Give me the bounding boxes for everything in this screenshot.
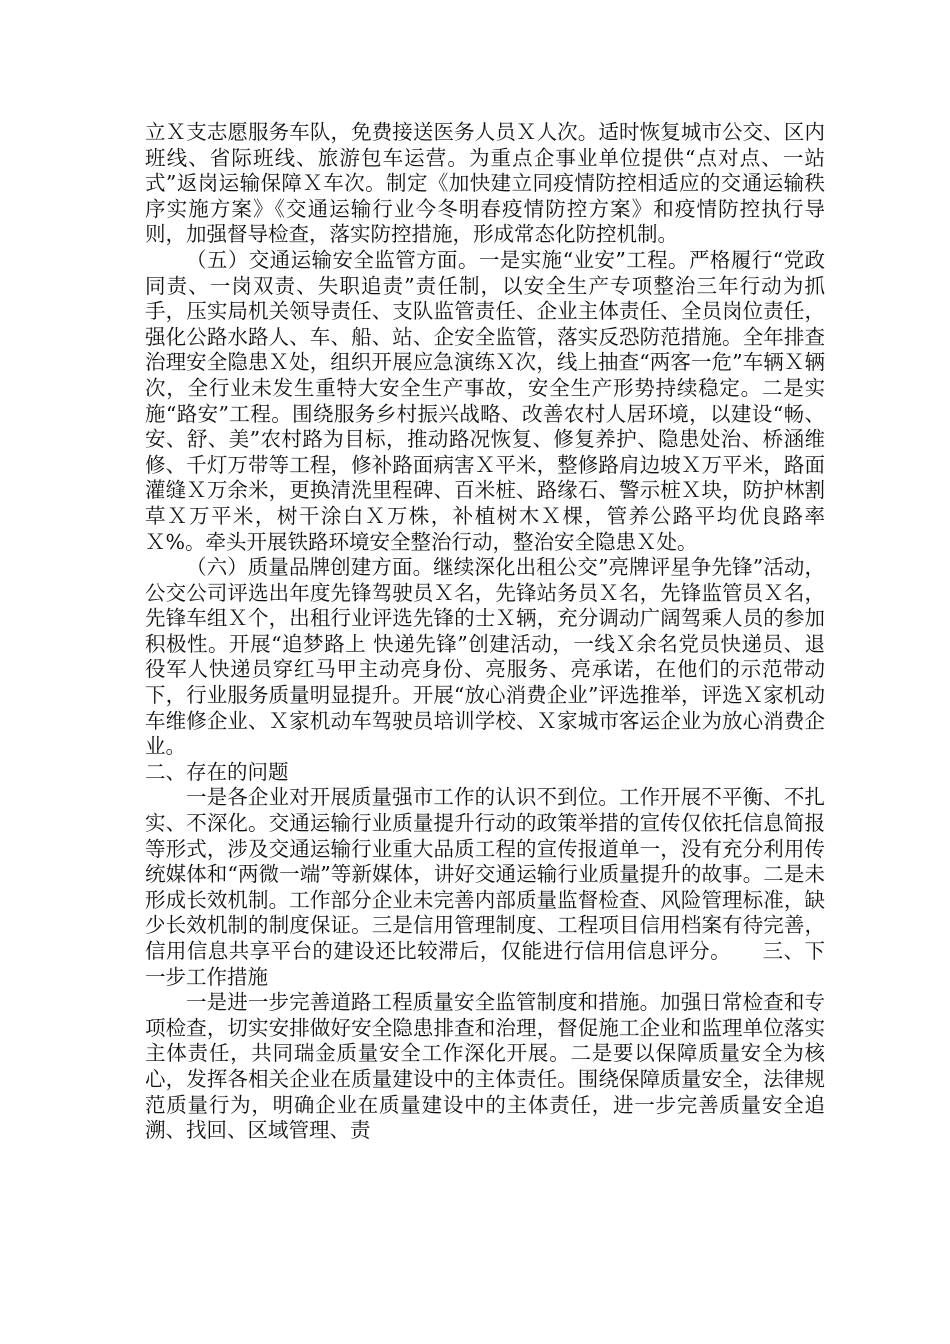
paragraph-volunteer-transport: 立Ｘ支志愿服务车队，免费接送医务人员Ｘ人次。适时恢复城市公交、区内班线、省际班线、旅游包车运营。为重点企事业单位提供“点对点、一站式”返岗运输保障Ｘ车次。制定《加快建立同疫情防控相适应的交通运输秩序实施方案》《交通运输行业今冬明春疫情防控方案》和疫情防控执行导则，加强督导检查，落实防控措施，形成常态化防控机制。 [145,120,825,247]
paragraph-next-steps: 一是进一步完善道路工程质量安全监管制度和措施。加强日常检查和专项检查，切实安排做好安全隐患排查和治理，督促施工企业和监理单位落实主体责任，共同瑞金质量安全工作深化开展。二是要以保障质量安全为核心，发挥各相关企业在质量建设中的主体责任。围绕保障质量安全，法律规范质量行为，明确企业在质量建设中的主体责任，进一步完善质量安全追溯、找回、区域管理、责 [145,990,825,1143]
paragraph-safety-supervision: （五）交通运输安全监管方面。一是实施“业安”工程。严格履行“党政同责、一岗双责、失职追责”责任制，以安全生产专项整治三年行动为抓手，压实局机关领导责任、支队监管责任、企业主体责任、全员岗位责任，强化公路水路人、车、船、站、企安全监管，落实反恐防范措施。全年排查治理安全隐患Ｘ处，组织开展应急演练Ｘ次，线上抽查“两客一危”车辆Ｘ辆次，全行业未发生重特大安全生产事故，安全生产形势持续稳定。二是实施“路安”工程。围绕服务乡村振兴战略、改善农村人居环境，以建设“畅、安、舒、美”农村路为目标，推动路况恢复、修复养护、隐患处治、桥涵维修、千灯万带等工程，修补路面病害Ｘ平米，整修路肩边坡Ｘ万平米，路面灌缝Ｘ万余米，更换清洗里程碑、百米桩、路缘石、警示桩Ｘ块，防护林割草Ｘ万平米，树干涂白Ｘ万株，补植树木Ｘ棵，管养公路平均优良路率Ｘ%。牵头开展铁路环境安全整治行动，整治安全隐患Ｘ处。 [145,247,825,554]
paragraph-problems: 一是各企业对开展质量强市工作的认识不到位。工作开展不平衡、不扎实、不深化。交通运输行业质量提升行动的政策举措的宣传仅依托信息简报等形式，涉及交通运输行业重大品质工程的宣传报道单一，没有充分利用传统媒体和“两微一端”等新媒体，讲好交通运输行业质量提升的故事。二是未形成长效机制。工作部分企业未完善内部质量监督检查、风险管理标准，缺少长效机制的制度保证。三是信用管理制度、工程项目信用档案有待完善，信用信息共享平台的建设还比较滞后，仅能进行信用信息评分。 三、下一步工作措施 [145,785,825,989]
document-body [145,120,825,1144]
section-heading-problems: 二、存在的问题 [145,759,289,784]
paragraph-quality-brand: （六）质量品牌创建方面。继续深化出租公交”亮牌评星争先锋”活动，公交公司评选出年度先锋驾驶员Ｘ名，先锋站务员Ｘ名，先锋监管员Ｘ名，先锋车组Ｘ个，出租行业评选先锋的士Ｘ辆，充分调动广阔驾乘人员的参加积极性。开展“追梦路上 快递先锋”创建活动，一线Ｘ余名党员快递员、退役军人快递员穿红马甲主动亮身份、亮服务、亮承诺，在他们的示范带动下，行业服务质量明显提升。开展“放心消费企业”评选推举，评选Ｘ家机动车维修企业、Ｘ家机动车驾驶员培训学校、Ｘ家城市客运企业为放心消费企业。 [145,555,825,759]
